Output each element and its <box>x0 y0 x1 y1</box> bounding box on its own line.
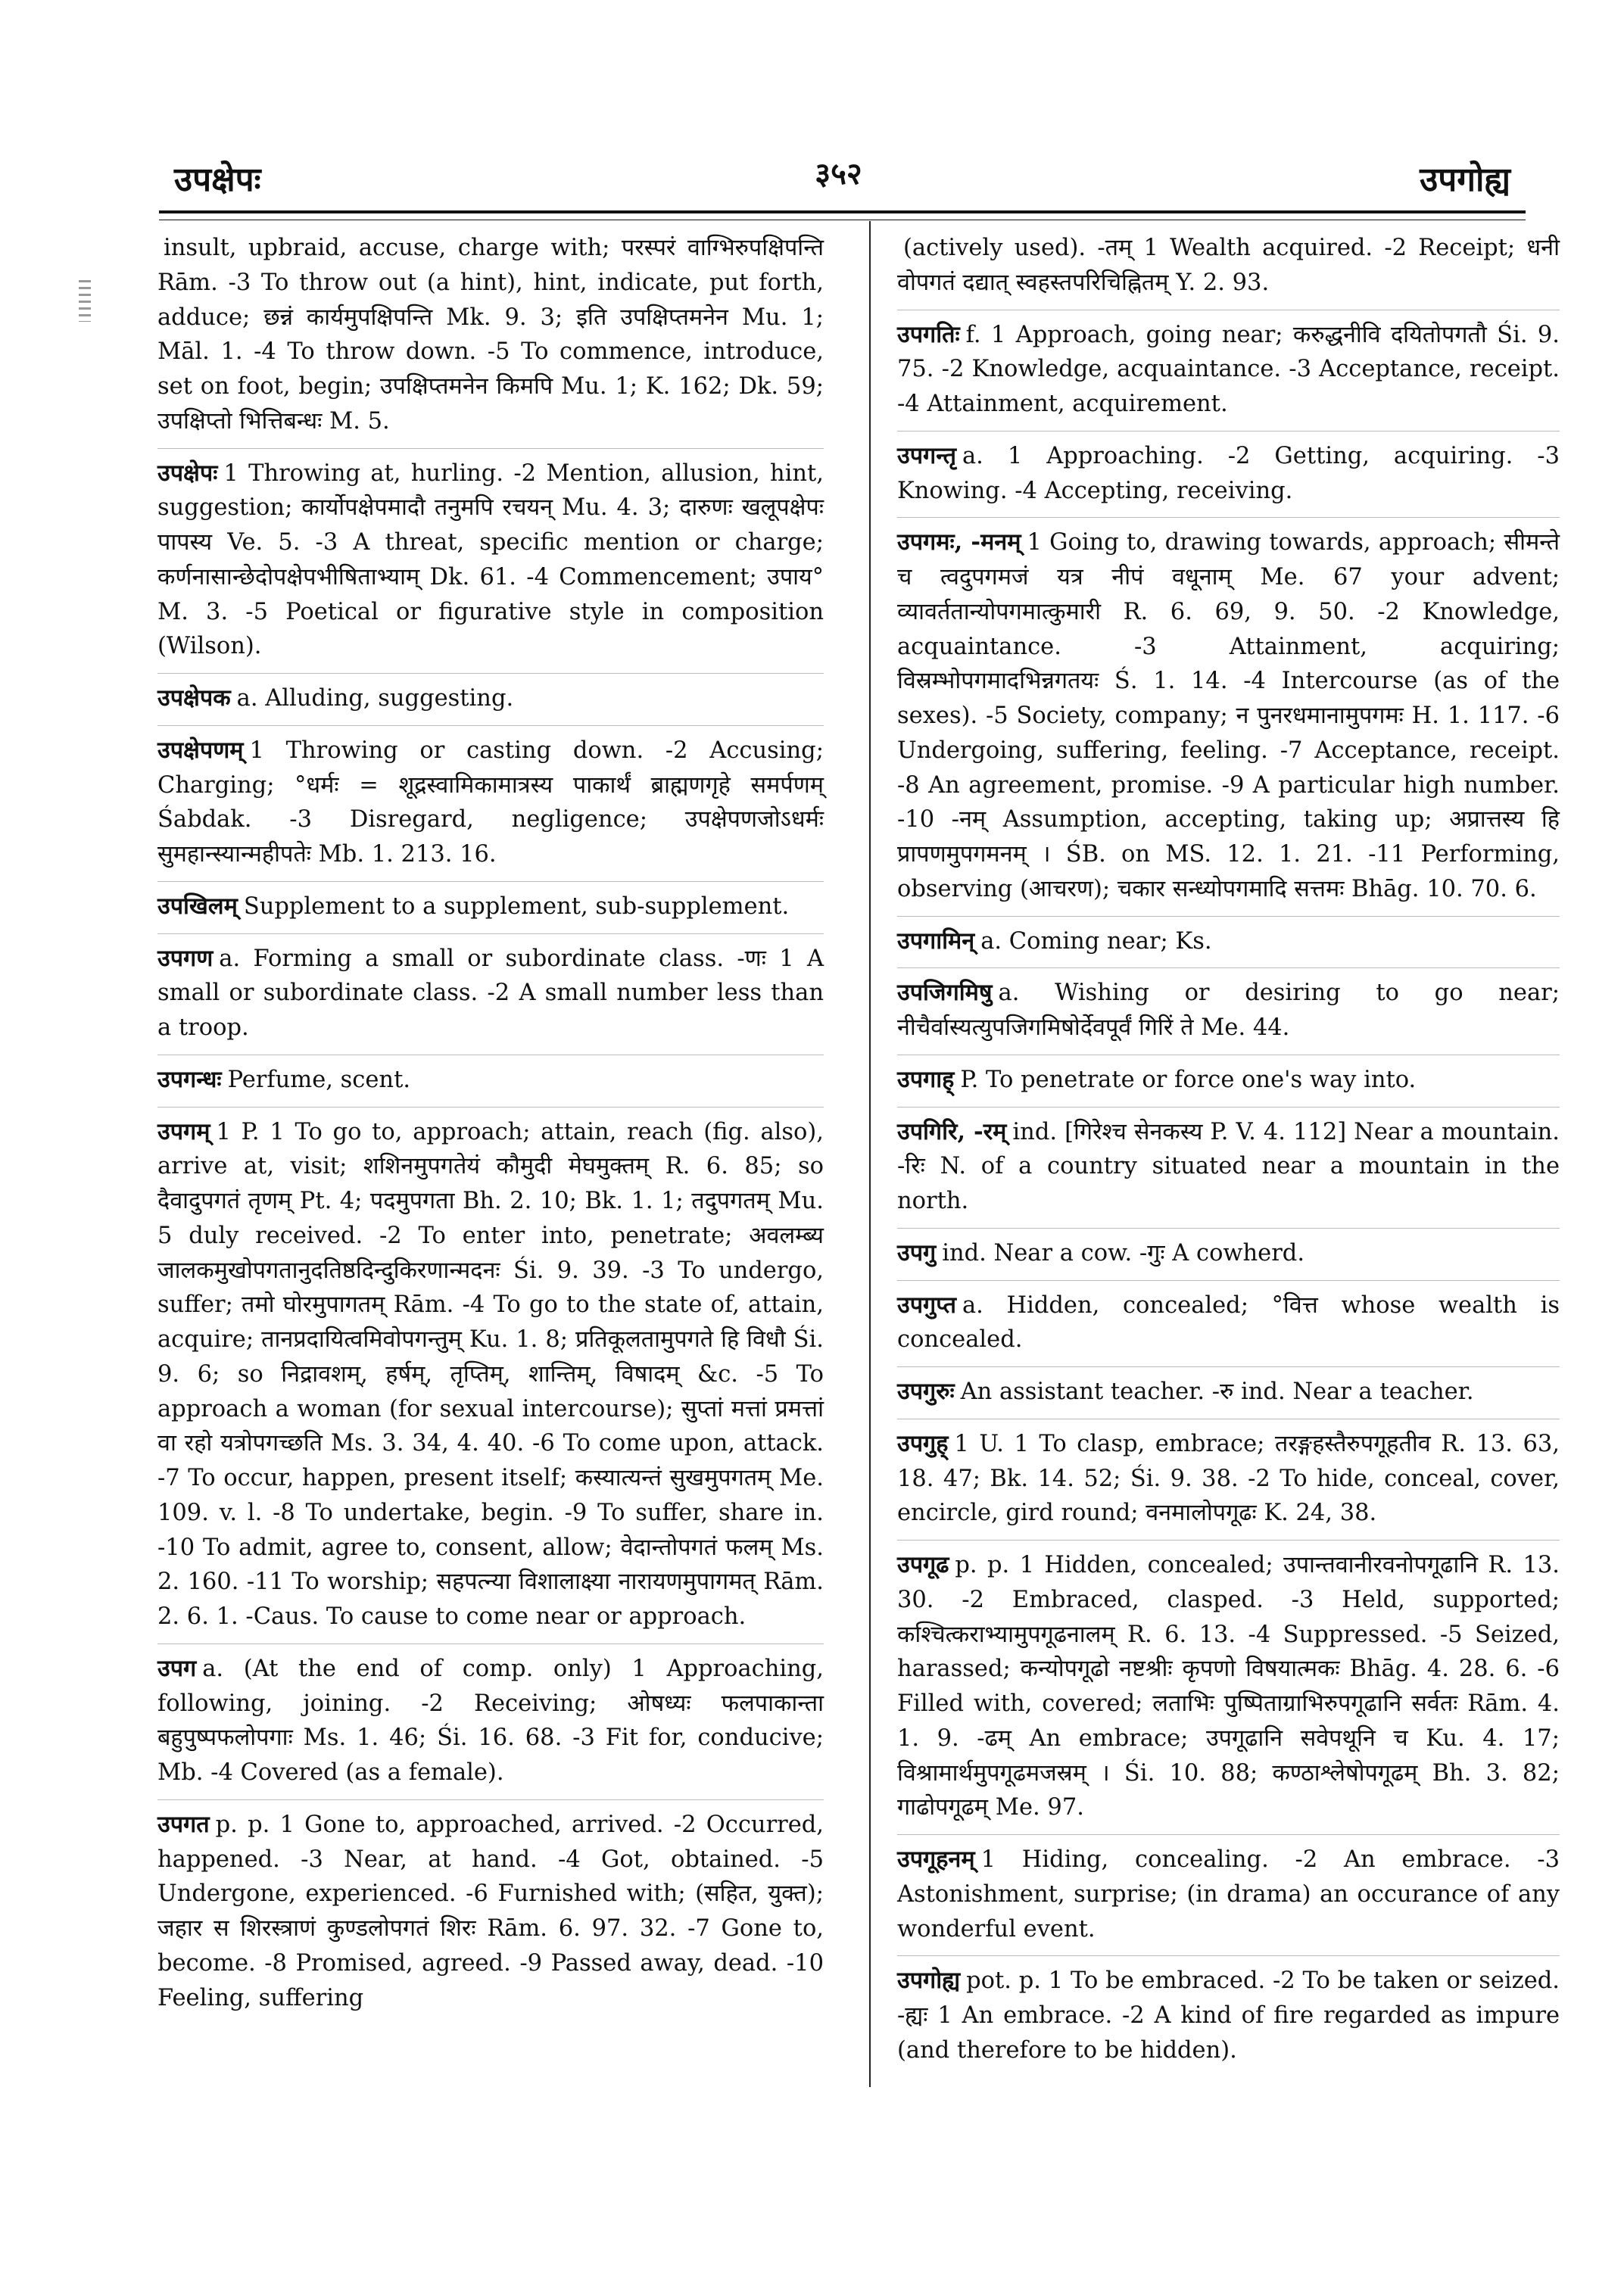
entry <box>897 967 1560 1045</box>
entry <box>897 1107 1560 1219</box>
margin-mark <box>79 280 91 322</box>
entry-text: Perfume, scent. <box>227 1066 411 1093</box>
entry-text: a. Forming a small or subordinate class. -णः 1 A small or subordinate class. -2 A small number less than a troop. <box>157 945 824 1041</box>
entry <box>897 1280 1560 1358</box>
left-column <box>157 231 824 2024</box>
entry-headword: उपगुह् <box>897 1429 949 1457</box>
entry-text: a. Hidden, concealed; °वित्त whose wealth is concealed. <box>897 1291 1560 1354</box>
entry <box>157 1643 824 1790</box>
entry-headword: उपगन्धः <box>157 1065 222 1093</box>
entry-headword: उपगामिन् <box>897 927 975 955</box>
entry-headword: उपखिलम् <box>157 892 238 920</box>
entry-text: P. To penetrate or force one's way into. <box>960 1066 1417 1093</box>
entry <box>157 725 824 872</box>
entry-headword: उपगाह् <box>897 1065 955 1093</box>
entry-text: a. 1 Approaching. -2 Getting, acquiring. -3 Knowing. -4 Accepting, receiving. <box>897 442 1560 504</box>
page-number: ३५२ <box>815 156 862 192</box>
entry <box>157 933 824 1045</box>
entry-headword: उपगोह्य <box>897 1967 961 1995</box>
entry <box>157 1107 824 1634</box>
entry-headword: उपगुरुः <box>897 1378 955 1405</box>
entry-headword: उपगूढ <box>897 1551 949 1578</box>
column-divider <box>869 221 871 2087</box>
right-column <box>897 231 1560 2077</box>
entry-text: p. p. 1 Hidden, concealed; उपान्तवानीरवनोपगूढानि R. 13. 30. -2 Embraced, clasped. -3 Held, supported; कश्चित्कराभ्यामुपगूढनालम् R. 6. 13. -4 Suppressed. -5 Seized, harassed; कन्योपगूढो नष्टश्रीः कृपणो विषयात्मकः Bhāg. 4. 28. 6. -6 Filled with, covered; लताभिः पुष्पिताग्राभिरुपगूढानि सर्वतः Rām. 4. 1. 9. -ढम् An embrace; उपगूढानि सवेपथूनि च Ku. 4. 17; विश्रामार्थमुपगूढमजस्रम् । Śi. 10. 88; कण्ठाश्लेषोपगूढम् Bh. 3. 82; गाढोपगूढम् Me. 97. <box>897 1552 1560 1821</box>
entry-headword: उपगण <box>157 944 214 972</box>
entry <box>157 673 824 716</box>
entry-text: ind. Near a cow. -गुः A cowherd. <box>942 1239 1305 1266</box>
entry <box>897 231 1560 301</box>
entry <box>897 431 1560 509</box>
entry-text: Supplement to a supplement, sub-supplement. <box>243 893 790 920</box>
entry-text: a. Wishing or desiring to go near; नीचैर्वास्यत्युपजिगमिषोर्देवपूर्वं गिरिं ते Me. 44. <box>897 980 1560 1041</box>
entry-headword: उपगत <box>157 1810 210 1838</box>
entry-headword: उपगतिः <box>897 320 960 348</box>
entry <box>897 1366 1560 1410</box>
entry <box>157 1799 824 2016</box>
entry-headword: उपजिगमिषु <box>897 979 993 1007</box>
entry <box>897 1540 1560 1825</box>
entry <box>897 1834 1560 1946</box>
entry-text: 1 U. 1 To clasp, embrace; तरङ्गहस्तैरुपगूहतीव R. 13. 63, 18. 47; Bk. 14. 52; Śi. 9. 38. -2 To hide, conceal, cover, encircle, gird round; वनमालोपगूढः K. 24, 38. <box>897 1430 1560 1527</box>
entry-headword: उपग <box>157 1654 197 1682</box>
entry <box>157 448 824 665</box>
entry-headword: उपक्षेपणम् <box>157 736 244 764</box>
entry-headword: उपगन्तृ <box>897 441 956 469</box>
entry-text: pot. p. 1 To be embraced. -2 To be taken or seized. -ह्यः 1 An embrace. -2 A kind of fire regarded as impure (and therefore to be hidden). <box>897 1967 1560 2064</box>
entry-text: 1 P. 1 To go to, approach; attain, reach (fig. also), arrive at, visit; शशिनमुपगतेयं कौमुदी मेघमुक्तम् R. 6. 85; so दैवादुपगतं तृणम् Pt. 4; पदमुपगता Bh. 2. 10; Bk. 1. 1; तदुपगतम् Mu. 5 duly received. -2 To enter into, penetrate; अवलम्ब्य जालकमुखोपगतानुदतिष्ठदिन्दुकिरणान्मदनः Śi. 9. 39. -3 To undergo, suffer; तमो घोरमुपागतम् Rām. -4 To go to the state of, attain, acquire; तानप्रदायित्वमिवोपगन्तुम् Ku. 1. 8; प्रतिकूलतामुपगते हि विधौ Śi. 9. 6; so निद्रावशम्, हर्षम्, तृप्तिम्, शान्तिम्, विषादम् &c. -5 To approach a woman (for sexual intercourse); सुप्तां मत्तां प्रमत्तां वा रहो यत्रोपगच्छति Ms. 3. 34, 4. 40. -6 To come upon, attack. -7 To occur, happen, present itself; कस्यात्यन्तं सुखमुपगतम् Me. 109. v. l. -8 To undertake, begin. -9 To suffer, share in. -10 To admit, agree to, consent, allow; वेदान्तोपगतं फलम् Ms. 2. 160. -11 To worship; सहपत्न्या विशालाक्ष्या नारायणमुपागमत् Rām. 2. 6. 1. -Caus. To cause to come near or approach. <box>157 1118 824 1630</box>
entry <box>157 1055 824 1098</box>
entry-text: ind. [गिरेश्च सेनकस्य P. V. 4. 112] Near a mountain. -रिः N. of a country situated near a mountain in the north. <box>897 1118 1560 1214</box>
entry-text: p. p. 1 Gone to, approached, arrived. -2 Occurred, happened. -3 Near, at hand. -4 Got, obtained. -5 Undergone, experienced. -6 Furnished with; (सहित, युक्त); जहार स शिरस्त्राणं कुण्डलोपगतं शिरः Rām. 6. 97. 32. -7 Gone to, become. -8 Promised, agreed. -9 Passed away, dead. -10 Feeling, suffering <box>157 1811 824 2011</box>
entry-headword: उपक्षेपक <box>157 684 231 712</box>
entry <box>897 310 1560 422</box>
entry-text: a. (At the end of comp. only) 1 Approaching, following, joining. -2 Receiving; ओषध्यः फलपाकान्ता बहुपुष्पफलोपगाः Ms. 1. 46; Śi. 16. 68. -3 Fit for, conducive; Mb. -4 Covered (as a female). <box>157 1655 824 1786</box>
right-headword: उपगोह्य <box>1420 160 1510 199</box>
entry <box>897 1955 1560 2067</box>
entry-text: a. Coming near; Ks. <box>980 927 1212 955</box>
entry-headword: उपगिरि, -रम् <box>897 1117 1007 1145</box>
entry-text: (actively used). -तम् 1 Wealth acquired. -2 Receipt; धनी वोपगतं दद्यात् स्वहस्तपरिचिह्नितम् Y. 2. 93. <box>897 235 1560 296</box>
entry-text: 1 Throwing or casting down. -2 Accusing; Charging; °धर्मः = शूद्रस्वामिकामात्रस्य पाकार्थं ब्राह्मणगृहे समर्पणम् Śabdak. -3 Disregard, negligence; उपक्षेपणजोऽधर्मः सुमहान्स्यान्महीपतेः Mb. 1. 213. 16. <box>157 737 824 868</box>
entry <box>897 1419 1560 1531</box>
header-rule <box>159 210 1526 213</box>
left-headword: उपक्षेपः <box>174 160 261 199</box>
entry-text: An assistant teacher. -रु ind. Near a teacher. <box>960 1379 1474 1405</box>
entry-headword: उपक्षेपः <box>157 459 218 487</box>
entry-text: 1 Throwing at, hurling. -2 Mention, allusion, hint, suggestion; कार्योपक्षेपमादौ तनुमपि रचयन् Mu. 4. 3; दारुणः खलूपक्षेपः पापस्य Ve. 5. -3 A threat, specific mention or charge; कर्णनासान्छेदोपक्षेपभीषिताभ्याम् Dk. 61. -4 Commencement; उपाय° M. 3. -5 Poetical or figurative style in composition (Wilson). <box>157 460 824 660</box>
entry-headword: उपगुप्त <box>897 1291 956 1319</box>
entry-text: 1 Hiding, concealing. -2 An embrace. -3 Astonishment, surprise; (in drama) an occurance of any wonderful event. <box>897 1846 1560 1943</box>
entry-headword: उपगु <box>897 1238 937 1266</box>
entry <box>897 1228 1560 1271</box>
entry-text: insult, upbraid, accuse, charge with; परस्परं वाग्भिरुपक्षिपन्ति Rām. -3 To throw out (a hint), hint, indicate, put forth, adduce; छन्नं कार्यमुपक्षिपन्ति Mk. 9. 3; इति उपक्षिप्तमनेन Mu. 1; Māl. 1. -4 To throw down. -5 To commence, introduce, set on foot, begin; उपक्षिप्तमनेन किमपि Mu. 1; K. 162; Dk. 59; उपक्षिप्तो भित्तिबन्धः M. 5. <box>157 235 824 435</box>
entry <box>897 1055 1560 1098</box>
entry-text: 1 Going to, drawing towards, approach; सीमन्ते च त्वदुपगमजं यत्र नीपं वधूनाम् Me. 67 your advent; व्यावर्ततान्योपगमात्कुमारी R. 6. 69, 9. 50. -2 Knowledge, acquaintance. -3 Attainment, acquiring; विस्रम्भोपगमादभिन्नगतयः Ś. 1. 14. -4 Intercourse (as of the sexes). -5 Society, company; न पुनरधमानामुपगमः H. 1. 117. -6 Undergoing, suffering, feeling. -7 Acceptance, receipt. -8 An agreement, promise. -9 A particular high number. -10 -नम् Assumption, accepting, taking up; अप्रात्तस्य हि प्रापणमुपगमनम् । ŚB. on MS. 12. 1. 21. -11 Performing, observing (आचरण); चकार सन्ध्योपगमादि सत्तमः Bhāg. 10. 70. 6. <box>897 529 1560 902</box>
entry <box>157 231 824 439</box>
entry-headword: उपगम् <box>157 1117 210 1145</box>
entry <box>897 916 1560 959</box>
page-header <box>159 136 1518 204</box>
entry-headword: उपगूहनम् <box>897 1846 975 1873</box>
entry-text: a. Alluding, suggesting. <box>236 685 514 712</box>
entry-text: f. 1 Approach, going near; करुद्धनीवि दयितोपगतौ Śi. 9. 75. -2 Knowledge, acquaintance. -3 Acceptance, receipt. -4 Attainment, acquirement. <box>897 321 1560 417</box>
entry-headword: उपगमः, -मनम् <box>897 528 1021 556</box>
entry <box>157 881 824 924</box>
entry <box>897 517 1560 906</box>
